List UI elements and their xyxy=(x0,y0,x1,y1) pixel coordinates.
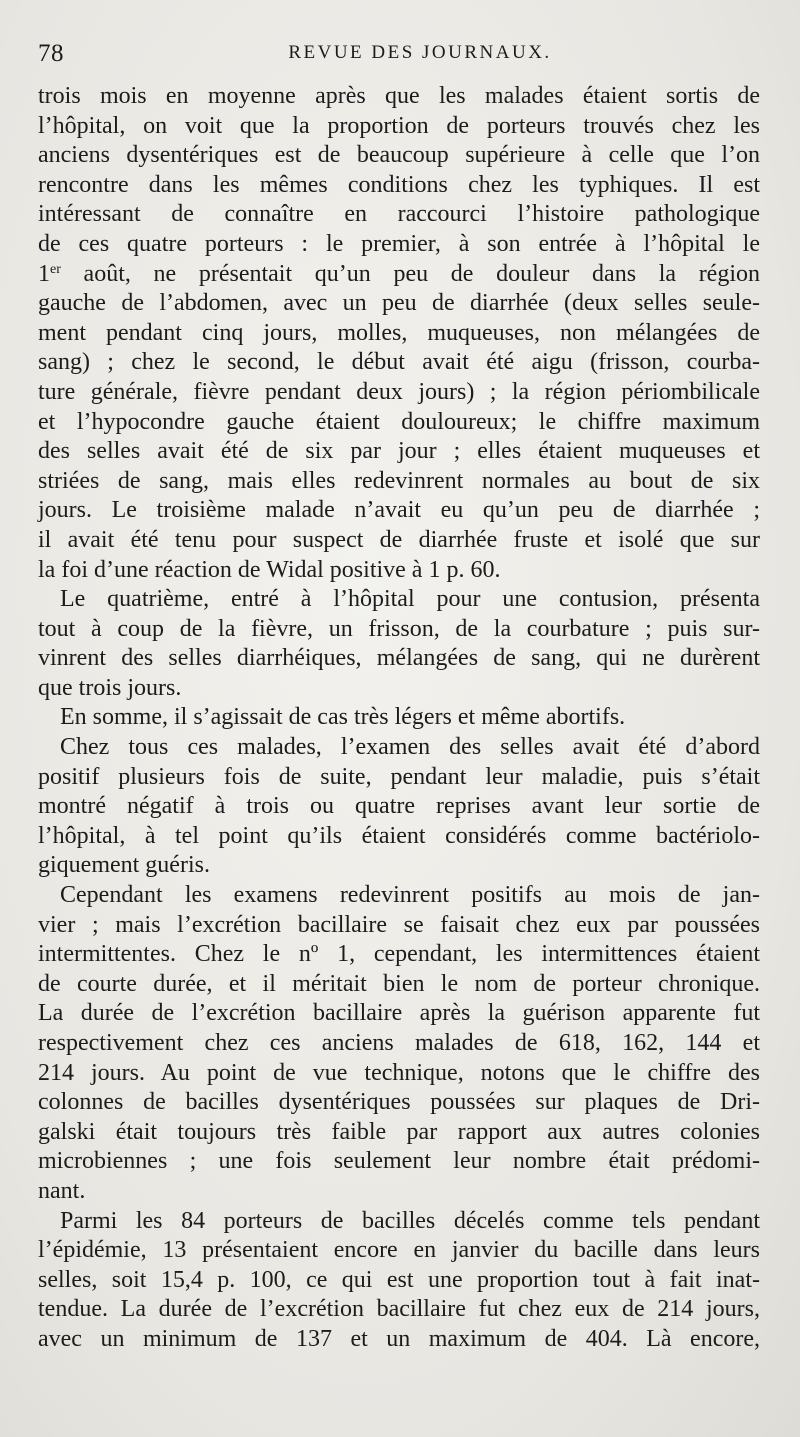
line-text: 214 jours. Au point de vue technique, notons que le chiffre des xyxy=(38,1059,760,1086)
text-line xyxy=(38,200,760,230)
text-line xyxy=(38,467,760,497)
text-line xyxy=(38,348,760,378)
line-text: montré négatif à trois ou quatre reprises avant leur sortie de xyxy=(38,793,760,820)
text-line xyxy=(38,703,760,733)
line-text: respectivement chez ces anciens malades de 618, 162, 144 et xyxy=(38,1030,760,1056)
line-text: l’épidémie, 13 présentaient encore en janvier du bacille dans leurs xyxy=(38,1237,760,1264)
line-text: nant. xyxy=(38,1177,86,1204)
line-text: tendue. La durée de l’excrétion bacillaire fut chez eux de 214 jours, xyxy=(38,1296,760,1323)
line-text: de ces quatre porteurs : le premier, à son entrée à l’hôpital le xyxy=(38,230,760,257)
text-line xyxy=(38,437,760,467)
text-line xyxy=(38,644,760,674)
line-text: intéressant de connaître en raccourci l’histoire pathologique xyxy=(38,201,760,228)
line-text: tout à coup de la fièvre, un frisson, de la courbature ; puis sur- xyxy=(38,615,760,642)
text-line xyxy=(38,1147,760,1177)
line-text: sang) ; chez le second, le début avait été aigu (frisson, courba- xyxy=(38,349,760,376)
line-text: Cependant les examens redevinrent positifs au mois de jan- xyxy=(60,882,760,909)
page-header xyxy=(36,38,764,68)
line-text: rencontre dans les mêmes conditions chez les typhiques. Il est xyxy=(38,171,760,198)
text-line xyxy=(38,496,760,526)
text-line xyxy=(38,1325,760,1355)
line-text: galski était toujours très faible par rapport aux autres colonies xyxy=(38,1118,760,1145)
line-text: vier ; mais l’excrétion bacillaire se faisait chez eux par poussées xyxy=(38,911,760,938)
text-line xyxy=(38,319,760,349)
text-line xyxy=(38,556,760,586)
line-text: Parmi les 84 porteurs de bacilles décelés comme tels pendant xyxy=(60,1207,760,1234)
page-number: 78 xyxy=(38,40,64,67)
text-line xyxy=(38,378,760,408)
line-text: il avait été tenu pour suspect de diarrhée fruste et isolé que sur xyxy=(38,526,760,553)
text-line xyxy=(38,940,760,970)
line-text: gauche de l’abdomen, avec un peu de diarrhée (deux selles seule- xyxy=(38,290,760,317)
line-text: Le quatrième, entré à l’hôpital pour une contusion, présenta xyxy=(60,586,760,613)
text-line xyxy=(38,822,760,852)
text-line xyxy=(38,260,760,290)
line-text: que trois jours. xyxy=(38,674,182,701)
text-line xyxy=(38,1236,760,1266)
line-text: trois mois en moyenne après que les malades étaient sortis de xyxy=(38,83,760,109)
running-head: REVUE DES JOURNAUX. xyxy=(288,42,552,63)
text-line xyxy=(38,851,760,881)
text-line xyxy=(38,526,760,556)
text-line xyxy=(38,112,760,142)
text-line xyxy=(38,615,760,645)
line-text: striées de sang, mais elles redevinrent normales au bout de six xyxy=(38,467,760,494)
text-line xyxy=(38,674,760,704)
line-prefix: 1 xyxy=(38,260,50,287)
text-line xyxy=(38,1118,760,1148)
line-text: et l’hypocondre gauche étaient douloureux; le chiffre maximum xyxy=(38,408,760,435)
line-text: intermittentes. Chez le nº 1, cependant, les intermittences étaient xyxy=(38,941,760,968)
text-line xyxy=(38,408,760,438)
line-text: positif plusieurs fois de suite, pendant leur maladie, puis s’était xyxy=(38,763,760,790)
line-text: des selles avait été de six par jour ; elles étaient muqueuses et xyxy=(38,438,760,465)
text-line xyxy=(38,1295,760,1325)
text-line xyxy=(38,881,760,911)
line-text: de courte durée, et il méritait bien le nom de porteur chronique. xyxy=(38,970,760,997)
line-text: anciens dysentériques est de beaucoup supérieure à celle que l’on xyxy=(38,142,760,169)
line-text: avec un minimum de 137 et un maximum de 404. Là encore, xyxy=(38,1325,760,1352)
line-text: La durée de l’excrétion bacillaire après la guérison apparente fut xyxy=(38,1000,760,1027)
text-line xyxy=(38,289,760,319)
ordinal-superscript: er xyxy=(50,261,61,277)
line-text: En somme, il s’agissait de cas très légers et même abortifs. xyxy=(60,704,626,731)
text-line xyxy=(38,733,760,763)
line-text: l’hôpital, on voit que la proportion de porteurs trouvés chez les xyxy=(38,112,760,139)
line-text: l’hôpital, à tel point qu’ils étaient considérés comme bactériolo- xyxy=(38,822,760,849)
text-line xyxy=(38,911,760,941)
line-text: Chez tous ces malades, l’examen des selles avait été d’abord xyxy=(60,734,760,761)
text-line xyxy=(38,585,760,615)
text-line xyxy=(38,141,760,171)
line-text: giquement guéris. xyxy=(38,852,210,879)
line-text: la foi d’une réaction de Widal positive à 1 p. 60. xyxy=(38,556,501,583)
text-line xyxy=(38,1088,760,1118)
text-line xyxy=(38,1207,760,1237)
line-text: ture générale, fièvre pendant deux jours) ; la région périombilicale xyxy=(38,378,760,405)
text-line xyxy=(38,171,760,201)
text-line xyxy=(38,970,760,1000)
body-text xyxy=(38,82,760,1355)
text-line xyxy=(38,763,760,793)
line-text: août, ne présentait qu’un peu de douleur dans la région xyxy=(60,260,760,287)
line-text: colonnes de bacilles dysentériques poussées sur plaques de Dri- xyxy=(38,1089,760,1116)
text-line xyxy=(38,230,760,260)
text-line xyxy=(38,1266,760,1296)
text-line xyxy=(38,1059,760,1089)
line-text: vinrent des selles diarrhéiques, mélangées de sang, qui ne durèrent xyxy=(38,645,760,672)
text-line xyxy=(38,792,760,822)
text-line xyxy=(38,1177,760,1207)
text-line xyxy=(38,82,760,112)
line-text: jours. Le troisième malade n’avait eu qu’un peu de diarrhée ; xyxy=(38,497,760,524)
line-text: microbiennes ; une fois seulement leur nombre était prédomi- xyxy=(38,1148,760,1175)
text-line xyxy=(38,999,760,1029)
text-line xyxy=(38,1029,760,1059)
line-text: ment pendant cinq jours, molles, muqueuses, non mélangées de xyxy=(38,319,760,346)
line-text: selles, soit 15,4 p. 100, ce qui est une proportion tout à fait inat- xyxy=(38,1266,760,1293)
